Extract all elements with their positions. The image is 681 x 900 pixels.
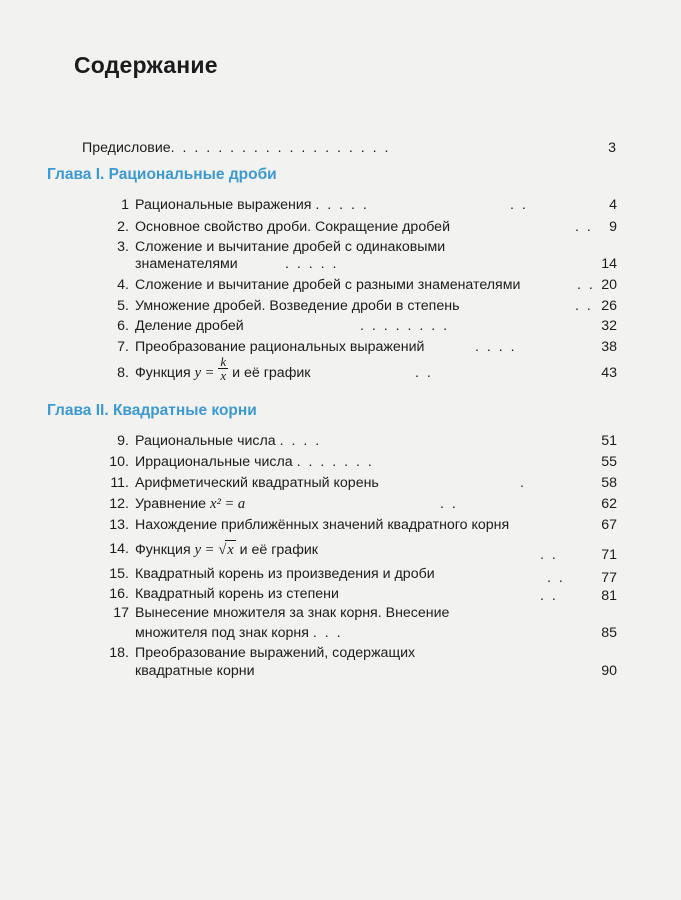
entry-number: 3. [117,239,129,255]
page-number: 81 [601,588,617,604]
entry-label: Сложение и вычитание дробей с разными знаменателями [135,277,521,293]
toc-entry[interactable] [117,353,617,383]
leader-dots: . . . . [279,433,322,449]
entry-label: Вынесение множителя за знак корня. Внесение [135,605,450,621]
entry-number: 13. [109,517,129,533]
page-number: 32 [601,318,617,334]
entry-label: Иррациональные числа [135,454,293,470]
page-number: 20 [601,277,617,293]
entry-number: 15. [109,566,129,582]
entry-label: и её график [232,365,311,381]
page-number: 77 [601,570,617,586]
leader-dots: . . . . . . . . [360,318,450,334]
fraction-denominator: x [220,367,227,383]
page-number: 26 [601,298,617,314]
entry-label: Функция [135,365,191,381]
page-number: 4 [609,197,617,213]
leader-dots: . [520,475,526,491]
entry-label: Нахождение приближённых значений квадратного корня [135,517,510,533]
page-number: 55 [601,454,617,470]
toc-entry[interactable] [110,474,617,492]
leader-dots: . . . . [475,339,517,355]
chapter-heading[interactable]: Глава I. Рациональные дроби [47,166,277,183]
entry-label: Сложение и вычитание дробей с одинаковыми [135,239,446,255]
page-number: 9 [609,219,617,235]
chapter-heading[interactable]: Глава II. Квадратные корни [47,402,257,419]
entry-number: 16. [109,586,129,602]
leader-dots: . . . . . . . . . . . . . . . . . . . [170,140,391,156]
toc-entry-continuation[interactable] [135,624,617,642]
entry-number: 5. [117,298,129,314]
toc-entry[interactable] [117,218,617,236]
leader-dots: . . [577,277,595,293]
entry-label: знаменателями [135,256,238,272]
page-number: 38 [601,339,617,355]
fraction [218,355,228,382]
entry-number: 4. [117,277,129,293]
toc-entry[interactable] [109,495,617,513]
leader-dots: . . . . . [285,256,339,272]
toc-entry[interactable] [109,585,617,604]
toc-entry[interactable] [117,317,617,335]
page-number: 43 [601,365,617,381]
leader-dots: . . [540,588,558,604]
leader-dots: . . [510,197,528,213]
entry-label: и её график [239,542,319,558]
toc-entry-continuation[interactable] [135,662,617,680]
entry-label: Основное свойство дроби. Сокращение дробей [135,219,450,235]
toc-entry[interactable] [109,516,617,534]
toc-entry[interactable] [121,196,617,214]
toc-entry[interactable] [117,276,617,294]
entry-label: Уравнение [135,496,207,512]
toc-entry-continuation[interactable] [135,255,617,273]
entry-label: Квадратный корень из произведения и дроби [135,566,435,582]
entry-number: 14. [109,541,129,557]
toc-entry[interactable] [117,338,617,356]
entry-number: 1 [121,197,129,213]
toc-entry[interactable] [117,238,575,256]
toc-entry[interactable] [109,644,575,662]
page-number: 90 [601,663,617,679]
page-number: 85 [601,625,617,641]
toc-entry-preface[interactable] [82,139,616,157]
entry-label: Рациональные числа [135,433,276,449]
page-number: 71 [601,547,617,563]
entry-label: Преобразование рациональных выражений [135,339,425,355]
entry-number: 10. [109,454,129,470]
entry-number: 11. [110,475,129,491]
entry-number: 7. [117,339,129,355]
page-number: 51 [601,433,617,449]
formula: x² = a [210,496,246,512]
entry-number: 8. [117,365,129,381]
page-title: Содержание [74,52,218,78]
entry-number: 2. [117,219,129,235]
entry-number: 17 [113,605,129,621]
leader-dots: . . [440,496,458,512]
page-number: 14 [601,256,617,272]
toc-entry[interactable] [117,297,617,315]
sqrt-argument: x [227,542,234,558]
formula: y = [194,542,215,558]
leader-dots: . . [575,298,593,314]
toc-entry[interactable] [113,604,575,622]
page-number: 58 [601,475,617,491]
toc-entry[interactable] [109,565,617,586]
leader-dots: . . . [312,625,343,641]
page-number: 62 [601,496,617,512]
page-number: 67 [601,517,617,533]
entry-label: Квадратный корень из степени [135,586,339,602]
entry-label: Арифметический квадратный корень [135,475,379,491]
entry-number: 6. [117,318,129,334]
leader-dots: . . . . . [315,197,369,213]
entry-label: Функция [135,542,191,558]
entry-label: Деление дробей [135,318,244,334]
page-number: 3 [608,140,616,156]
entry-number: 12. [109,496,129,512]
toc-entry[interactable] [109,453,617,471]
leader-dots: . . [547,570,565,586]
entry-label: Умножение дробей. Возведение дроби в степень [135,298,460,314]
formula: y = [194,365,215,381]
entry-number: 18. [109,645,129,661]
entry-label: Предисловие [82,140,171,156]
entry-number: 9. [117,433,129,449]
entry-label: квадратные корни [135,663,255,679]
toc-entry[interactable] [117,432,617,450]
entry-label: множителя под знак корня [135,625,309,641]
sqrt-sign: √ [218,542,227,558]
leader-dots: . . [575,219,593,235]
entry-label: Преобразование выражений, содержащих [135,645,416,661]
leader-dots: . . [415,365,433,381]
entry-label: Рациональные выражения [135,197,312,213]
fraction-numerator: k [220,353,227,369]
leader-dots: . . . . . . . [296,454,374,470]
leader-dots: . . [540,547,558,563]
toc-entry[interactable] [109,540,617,563]
